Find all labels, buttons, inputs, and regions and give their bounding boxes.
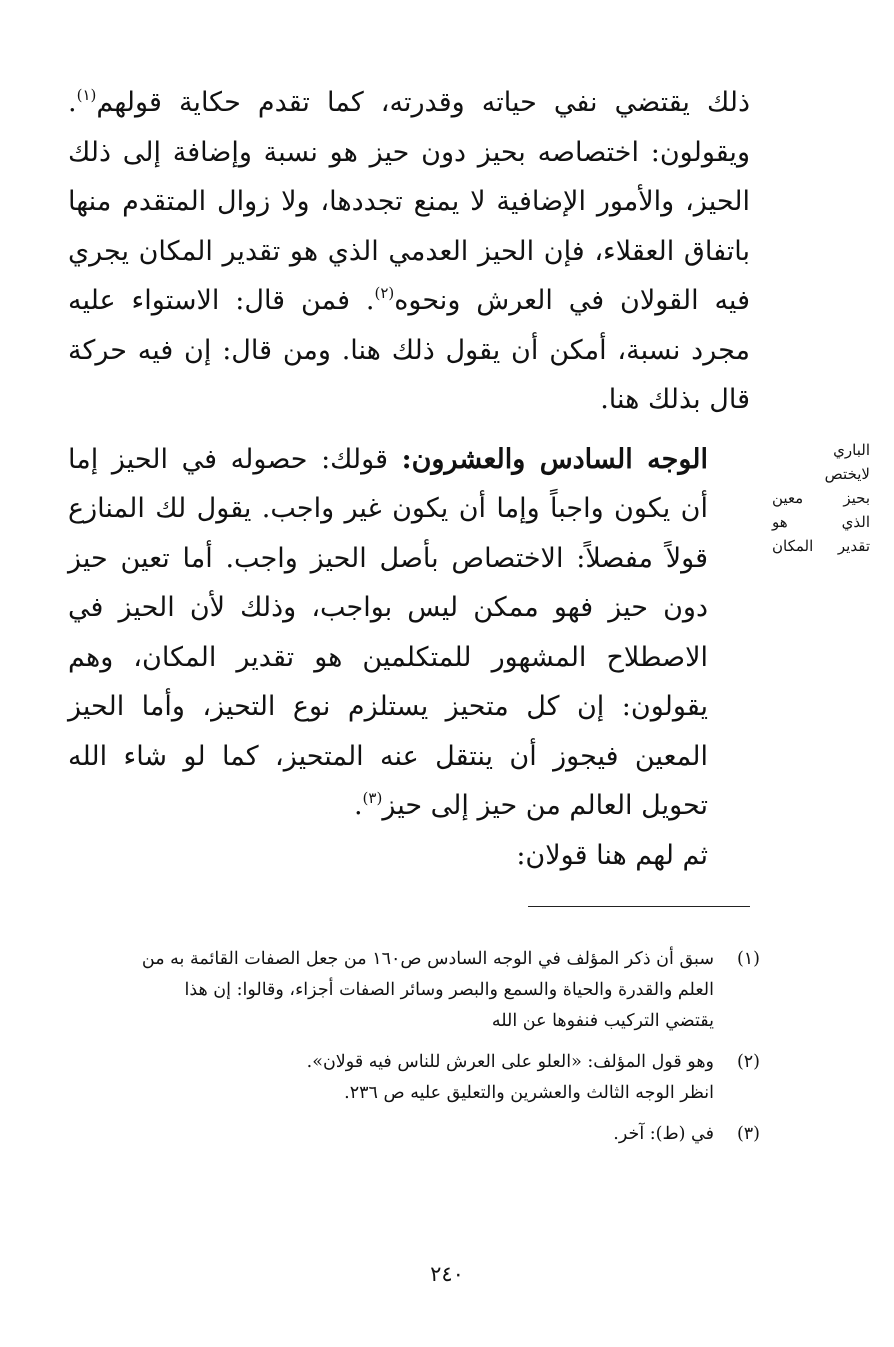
- footnote-line: يقتضي التركيب فنفوها عن الله: [491, 1011, 714, 1031]
- footnote-ref-3: (٣): [362, 789, 383, 807]
- footnote-line: في (ط): آخر.: [613, 1124, 714, 1144]
- footnote-ref-2: (٢): [374, 284, 395, 302]
- main-text: [68, 78, 750, 880]
- footnotes: [78, 944, 760, 1160]
- paragraph-2: [68, 435, 750, 831]
- paragraph-1-continued: . ويقولون: اختصاصه بحيز دون حيز هو نسبة وإضافة إلى ذلك الحيز، والأمور الإضافية لا يمنع تجددها، ولا زوال المتقدم منها باتفاق العقلاء، فإن الحيز العدمي الذي هو تقدير المكان يجري فيه القولان في العرش ونحوه: [68, 87, 750, 316]
- footnote-number: (١): [736, 949, 760, 969]
- footnote-3: [78, 1119, 760, 1150]
- footnote-line: سبق أن ذكر المؤلف في الوجه السادس ص١٦٠ من جعل الصفات القائمة به من: [141, 949, 714, 969]
- paragraph-1-tail: . فمن قال: الاستواء عليه مجرد نسبة، أمكن أن يقول ذلك هنا. ومن قال: إن فيه حركة قال بذلك هنا.: [68, 285, 750, 415]
- paragraph-1-text: ذلك يقتضي نفي حياته وقدرته، كما تقدم حكاية قولهم: [96, 87, 750, 118]
- margin-note-line: تقدير المكان: [772, 537, 870, 555]
- section-heading: الوجه السادس والعشرون:: [401, 443, 709, 475]
- margin-note-line: الذي هو: [772, 513, 870, 531]
- footnote-line: وهو قول المؤلف: «العلو على العرش للناس فيه قولان».: [306, 1052, 714, 1072]
- footnote-body: [78, 1119, 714, 1150]
- footnote-ref-1: (١): [76, 86, 97, 104]
- footnote-body: [78, 1047, 714, 1109]
- footnote-number: (٣): [736, 1124, 760, 1144]
- footnote-body: [78, 944, 714, 1037]
- footnote-separator: [528, 906, 750, 907]
- footnote-2: [78, 1047, 760, 1109]
- paragraph-2-end: .: [353, 790, 363, 821]
- footnote-line: انظر الوجه الثالث والعشرين والتعليق عليه ص ٢٣٦.: [344, 1083, 714, 1103]
- margin-note-line: لايختص: [824, 465, 870, 483]
- margin-note-line: الباري: [833, 441, 870, 459]
- page-number: ٢٤٠: [430, 1262, 464, 1286]
- paragraph-3: ثم لهم هنا قولان:: [516, 839, 708, 871]
- footnote-number: (٢): [736, 1052, 760, 1072]
- paragraph-1: [68, 78, 750, 425]
- footnote-1: [78, 944, 760, 1037]
- footnote-line: العلم والقدرة والحياة والسمع والبصر وسائر الصفات أجزاء، وقالوا: إن هذا: [184, 980, 714, 1000]
- margin-note: [772, 438, 870, 558]
- paragraph-2-text: قولك: حصوله في الحيز إما أن يكون واجباً وإما أن يكون غير واجب. يقول لك المنازع قولاً مفصلاً: الاختصاص بأصل الحيز واجب. أما تعين حيز دون حيز فهو ممكن ليس بواجب، وذلك لأن الحيز في الاصطلاح المشهور للمتكلمين هو تقدير المكان، وهم يقولون: إن كل متحيز يستلزم نوع التحيز، وأما الحيز المعين فيجوز أن ينتقل عنه المتحيز، كما لو شاء الله تحويل العالم من حيز إلى حيز: [68, 443, 708, 821]
- margin-note-line: بحيز معين: [772, 489, 870, 507]
